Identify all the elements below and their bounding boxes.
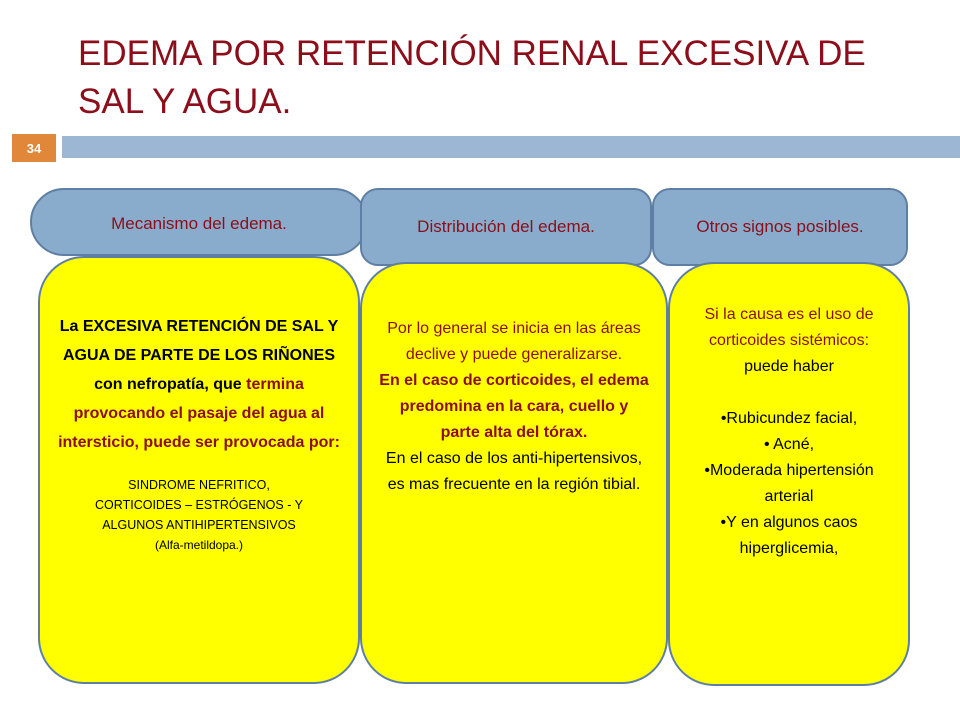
cause-line: (Alfa-metildopa.) <box>154 538 244 552</box>
cause-line: ALGUNOS ANTIHIPERTENSIVOS <box>102 518 296 532</box>
mechanism-box <box>38 256 360 684</box>
distribution-text: Por lo general se inicia en las áreas declive y puede generalizarse. En el caso de corticoides, el edema predomina en la cara, cuello y parte alta del tórax. En el caso de los anti-hipertensivos, es mas frecuente en la región tibial. <box>379 320 649 493</box>
sign-item: •Rubicundez facial, <box>720 410 858 427</box>
slide-title: EDEMA POR RETENCIÓN RENAL EXCESIVA DE SAL Y AGUA. <box>78 34 866 121</box>
header-other-signs: Otros signos posibles. <box>652 188 908 266</box>
cause-line: SINDROME NEFRITICO, <box>128 478 270 492</box>
header-mechanism: Mecanismo del edema. <box>30 188 368 256</box>
other-signs-intro-2: puede haber <box>744 358 834 375</box>
cause-line: CORTICOIDES – ESTRÓGENOS - Y <box>95 498 303 512</box>
header-bar <box>62 136 960 158</box>
other-signs-box <box>668 262 910 686</box>
distribution-box <box>360 262 668 684</box>
sign-item: • Acné, <box>763 436 815 453</box>
slide-number-badge: 34 <box>12 134 56 162</box>
signs-list <box>680 406 898 562</box>
mechanism-text: La EXCESIVA RETENCIÓN DE SAL Y AGUA DE PARTE DE LOS RIÑONES con nefropatía, que termina provocando el pasaje del agua al intersticio, puede ser provocada por: <box>58 318 340 451</box>
sign-item: •Moderada hipertensión arterial <box>704 462 874 505</box>
sign-item: •Y en algunos caos hiperglicemia, <box>720 514 858 557</box>
header-distribution: Distribución del edema. <box>360 188 652 266</box>
other-signs-text <box>680 302 898 562</box>
other-signs-intro: Si la causa es el uso de corticoides sistémicos: <box>704 306 874 349</box>
causes-list <box>54 475 344 555</box>
